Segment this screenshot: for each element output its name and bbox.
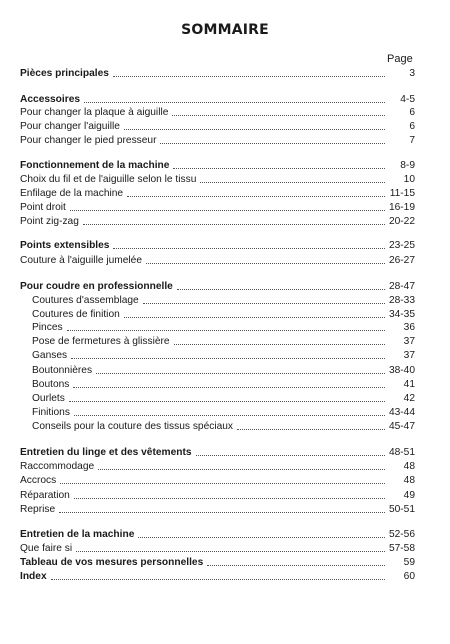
toc-page-number: 48 — [403, 461, 415, 472]
dot-leader — [237, 429, 385, 430]
toc-page-number: 41 — [403, 379, 415, 390]
toc-entry — [20, 238, 415, 252]
toc-item-label: Pour changer la plaque à aiguille — [20, 107, 169, 118]
toc-section-label: Index — [20, 571, 47, 582]
toc-entry — [32, 320, 415, 334]
toc-entry — [32, 363, 415, 377]
dot-leader — [73, 387, 385, 388]
toc-item-label: Reprise — [20, 504, 56, 515]
toc-page-number: 43-44 — [388, 407, 415, 418]
dot-leader — [177, 289, 385, 290]
toc-entry — [20, 105, 415, 119]
toc-section-label: Pour coudre en professionnelle — [20, 281, 173, 292]
toc-entry — [20, 119, 415, 133]
dot-leader — [138, 537, 385, 538]
dot-leader — [74, 415, 385, 416]
toc-entry — [32, 419, 415, 433]
toc-section-label: Entretien du linge et des vêtements — [20, 447, 192, 458]
toc-page-number: 37 — [403, 336, 415, 347]
toc-page-number: 16-19 — [388, 202, 415, 213]
toc-page-number: 59 — [403, 557, 415, 568]
toc-page-number: 26-27 — [388, 255, 415, 266]
toc-section-label: Tableau de vos mesures personnelles — [20, 557, 204, 568]
dot-leader — [143, 303, 385, 304]
toc-item-label: Raccommodage — [20, 461, 95, 472]
toc-entry — [20, 92, 415, 106]
toc-item-label: Coutures de finition — [32, 309, 120, 320]
toc-item-label: Réparation — [20, 490, 70, 501]
dot-leader — [127, 196, 385, 197]
toc-entry — [32, 348, 415, 362]
toc-entry — [20, 158, 415, 172]
page-column-header: Page — [387, 53, 413, 65]
toc-page-number: 4-5 — [400, 94, 415, 105]
toc-page-number: 45-47 — [388, 421, 415, 432]
toc-entry — [20, 569, 415, 583]
toc-page-number: 38-40 — [388, 365, 415, 376]
dot-leader — [196, 455, 385, 456]
toc-entry — [32, 307, 415, 321]
toc-item-label: Couture à l'aiguille jumelée — [20, 255, 143, 266]
toc-page-number: 23-25 — [388, 240, 415, 251]
toc-page-number: 50-51 — [388, 504, 415, 515]
toc-page-number: 48 — [403, 475, 415, 486]
toc-item-label: Que faire si — [20, 543, 73, 554]
toc-item-label: Coutures d'assemblage — [32, 295, 139, 306]
toc-entry — [20, 459, 415, 473]
dot-leader — [74, 498, 385, 499]
toc-entry — [32, 391, 415, 405]
toc-page-number: 52-56 — [388, 529, 415, 540]
dot-leader — [69, 401, 385, 402]
toc-page-number: 49 — [403, 490, 415, 501]
toc-item-label: Conseils pour la couture des tissus spéciaux — [32, 421, 234, 432]
dot-leader — [71, 358, 385, 359]
toc-page-number: 8-9 — [400, 160, 415, 171]
toc-entry — [32, 334, 415, 348]
dot-leader — [83, 224, 385, 225]
dot-leader — [59, 512, 385, 513]
dot-leader — [67, 330, 385, 331]
dot-leader — [84, 102, 385, 103]
toc-item-label: Pour changer le pied presseur — [20, 135, 157, 146]
dot-leader — [124, 129, 385, 130]
toc-entry — [32, 377, 415, 391]
dot-leader — [124, 317, 385, 318]
dot-leader — [113, 248, 384, 249]
toc-item-label: Pinces — [32, 322, 63, 333]
dot-leader — [173, 168, 385, 169]
toc-item-label: Finitions — [32, 407, 70, 418]
toc-section-label: Pièces principales — [20, 68, 109, 79]
toc-entry — [20, 445, 415, 459]
toc-section-label: Fonctionnement de la machine — [20, 160, 170, 171]
dot-leader — [113, 76, 385, 77]
toc-entry — [20, 488, 415, 502]
dot-leader — [98, 469, 385, 470]
dot-leader — [200, 182, 385, 183]
toc-item-label: Pose de fermetures à glissière — [32, 336, 170, 347]
toc-entry — [20, 473, 415, 487]
toc-entry — [20, 200, 415, 214]
toc-section-label: Entretien de la machine — [20, 529, 135, 540]
toc-section-label: Points extensibles — [20, 240, 110, 251]
toc-page-number: 42 — [403, 393, 415, 404]
dot-leader — [60, 483, 385, 484]
toc-item-label: Boutonnières — [32, 365, 93, 376]
toc-item-label: Pour changer l'aiguille — [20, 121, 120, 132]
toc-item-label: Point zig-zag — [20, 216, 79, 227]
dot-leader — [207, 565, 385, 566]
toc-entry — [32, 405, 415, 419]
toc-page-number: 7 — [409, 135, 415, 146]
toc-page-number: 3 — [409, 68, 415, 79]
toc-item-label: Boutons — [32, 379, 70, 390]
toc-page-number: 6 — [409, 107, 415, 118]
toc-page-number: 37 — [403, 350, 415, 361]
toc-item-label: Ourlets — [32, 393, 65, 404]
toc-page-number: 36 — [403, 322, 415, 333]
toc-entry — [32, 293, 415, 307]
toc-item-label: Enfilage de la machine — [20, 188, 124, 199]
toc-entry — [20, 253, 415, 267]
toc-page-number: 48-51 — [388, 447, 415, 458]
dot-leader — [146, 263, 385, 264]
toc-entry — [20, 502, 415, 516]
toc-entry — [20, 527, 415, 541]
dot-leader — [96, 373, 385, 374]
toc-page-number: 57-58 — [388, 543, 415, 554]
dot-leader — [172, 115, 385, 116]
toc-page-number: 20-22 — [388, 216, 415, 227]
toc-entry — [20, 186, 415, 200]
dot-leader — [76, 551, 385, 552]
dot-leader — [160, 143, 385, 144]
dot-leader — [51, 579, 385, 580]
toc-entry — [20, 279, 415, 293]
toc-section-label: Accessoires — [20, 94, 81, 105]
toc-item-label: Ganses — [32, 350, 68, 361]
toc-entry — [20, 541, 415, 555]
toc-entry — [20, 555, 415, 569]
toc-page-number: 11-15 — [389, 188, 415, 199]
toc-page-number: 28-47 — [388, 281, 415, 292]
toc-item-label: Accrocs — [20, 475, 57, 486]
dot-leader — [70, 210, 385, 211]
dot-leader — [174, 344, 385, 345]
toc-item-label: Point droit — [20, 202, 66, 213]
toc-entry — [20, 66, 415, 80]
toc-page-number: 28-33 — [388, 295, 415, 306]
toc-page-number: 34-35 — [388, 309, 415, 320]
toc-page-number: 6 — [409, 121, 415, 132]
toc-entry — [20, 172, 415, 186]
toc-entry — [20, 133, 415, 147]
toc-page-number: 10 — [403, 174, 415, 185]
toc-item-label: Choix du fil et de l'aiguille selon le tissu — [20, 174, 197, 185]
toc-entry — [20, 214, 415, 228]
toc-page-number: 60 — [403, 571, 415, 582]
page-title: SOMMAIRE — [181, 22, 269, 38]
